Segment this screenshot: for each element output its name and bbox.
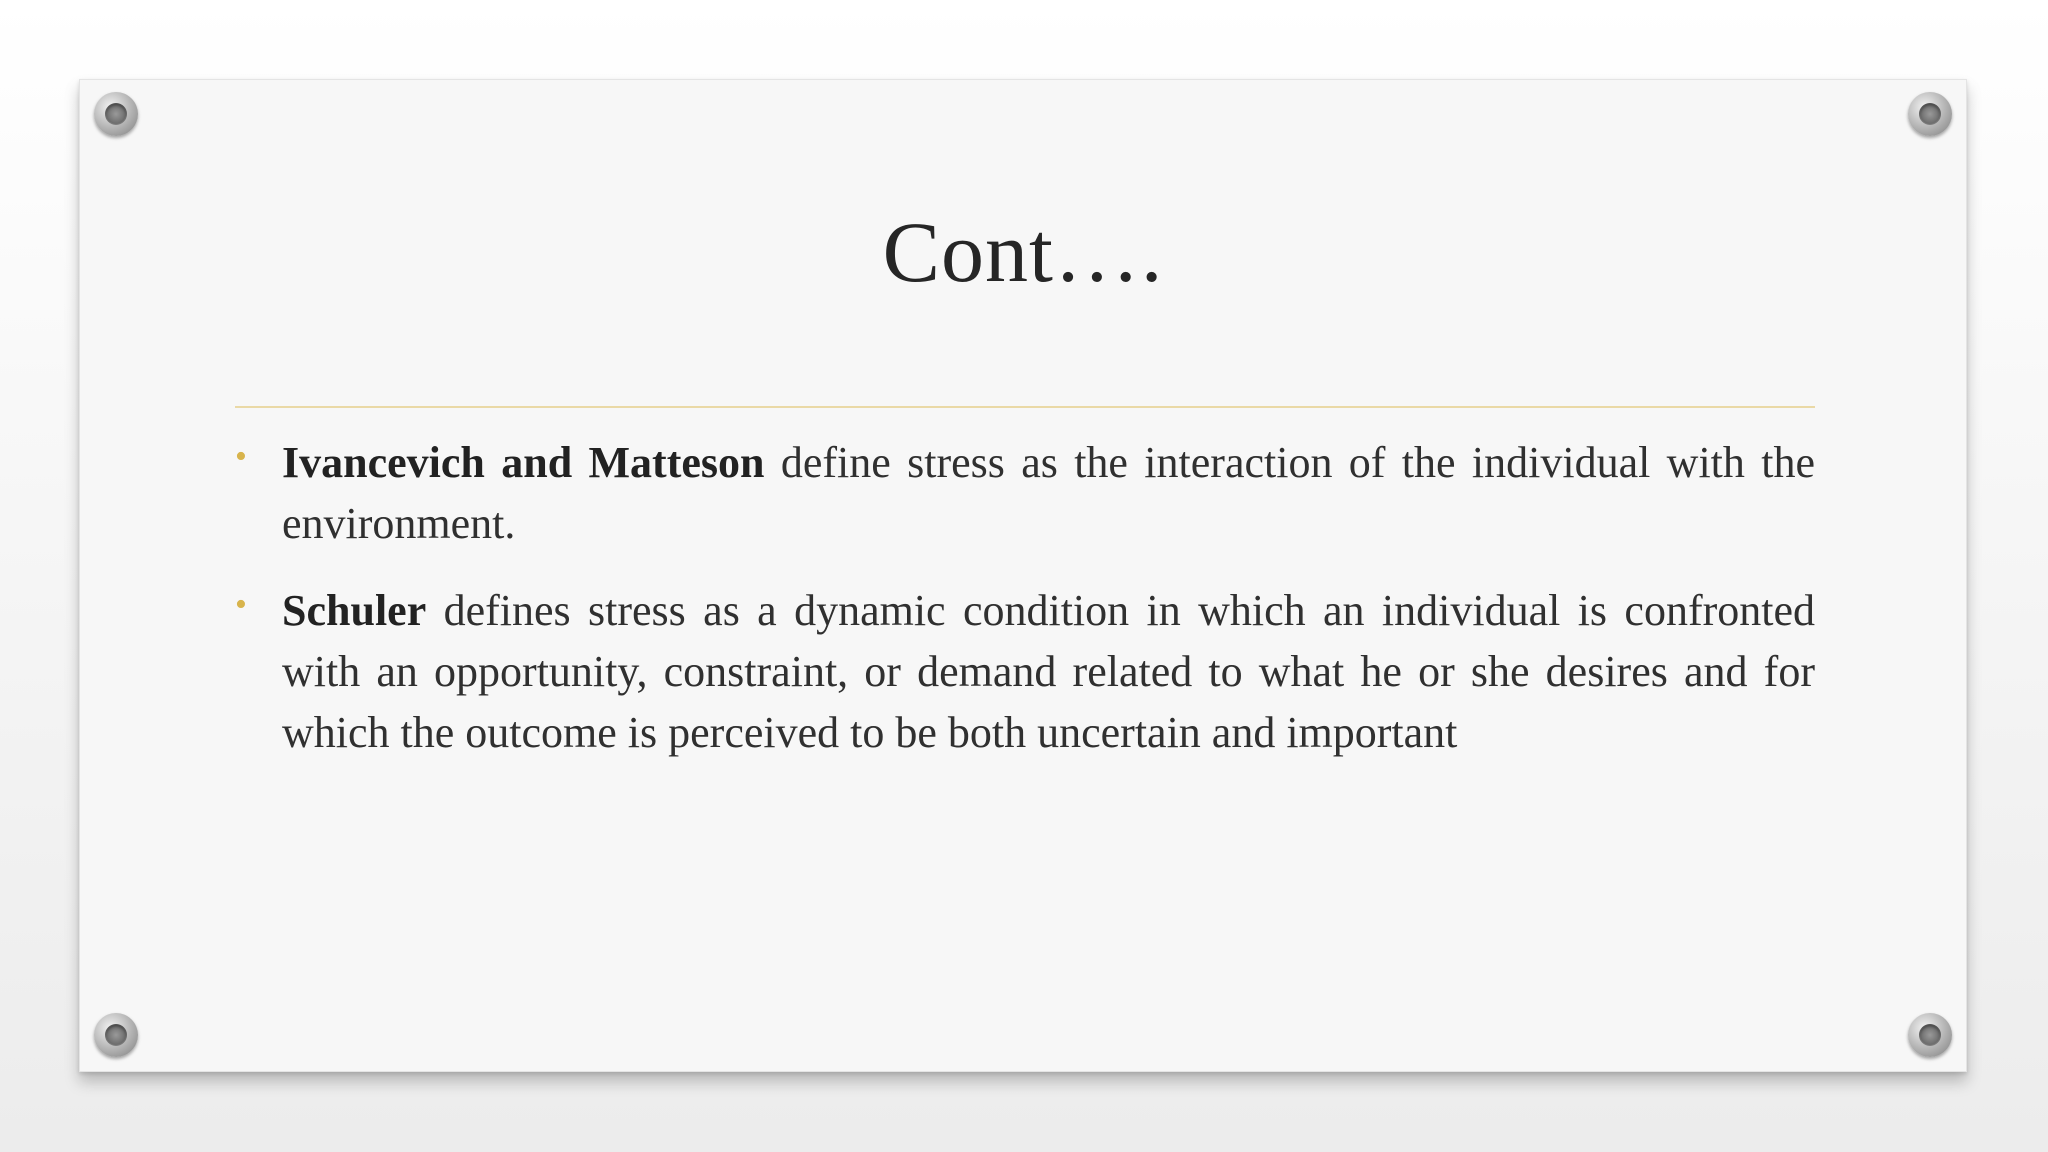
rivet-icon-bottom-left <box>94 1013 138 1057</box>
title-divider <box>235 406 1815 408</box>
bullet-text: define stress as the interaction of the individual with the environment. <box>282 438 1815 548</box>
bullet-item-ivancevich <box>235 432 1815 554</box>
bullet-item-schuler <box>235 580 1815 763</box>
rivet-icon-bottom-right <box>1908 1013 1952 1057</box>
bullet-term: Ivancevich and Matteson <box>282 438 765 487</box>
bullet-icon: • <box>235 438 247 475</box>
rivet-icon-top-right <box>1908 92 1952 136</box>
bullet-list <box>235 432 1815 789</box>
bullet-term: Schuler <box>282 586 427 635</box>
slide-card <box>79 79 1967 1072</box>
slide-title: Cont…. <box>882 204 1164 300</box>
rivet-icon-top-left <box>94 92 138 136</box>
bullet-icon: • <box>235 586 247 623</box>
bullet-text: defines stress as a dynamic condition in which an individual is confronted with an opportunity, constraint, or demand related to what he or she desires and for which the outcome is perceived to be both uncertain and important <box>282 586 1815 757</box>
